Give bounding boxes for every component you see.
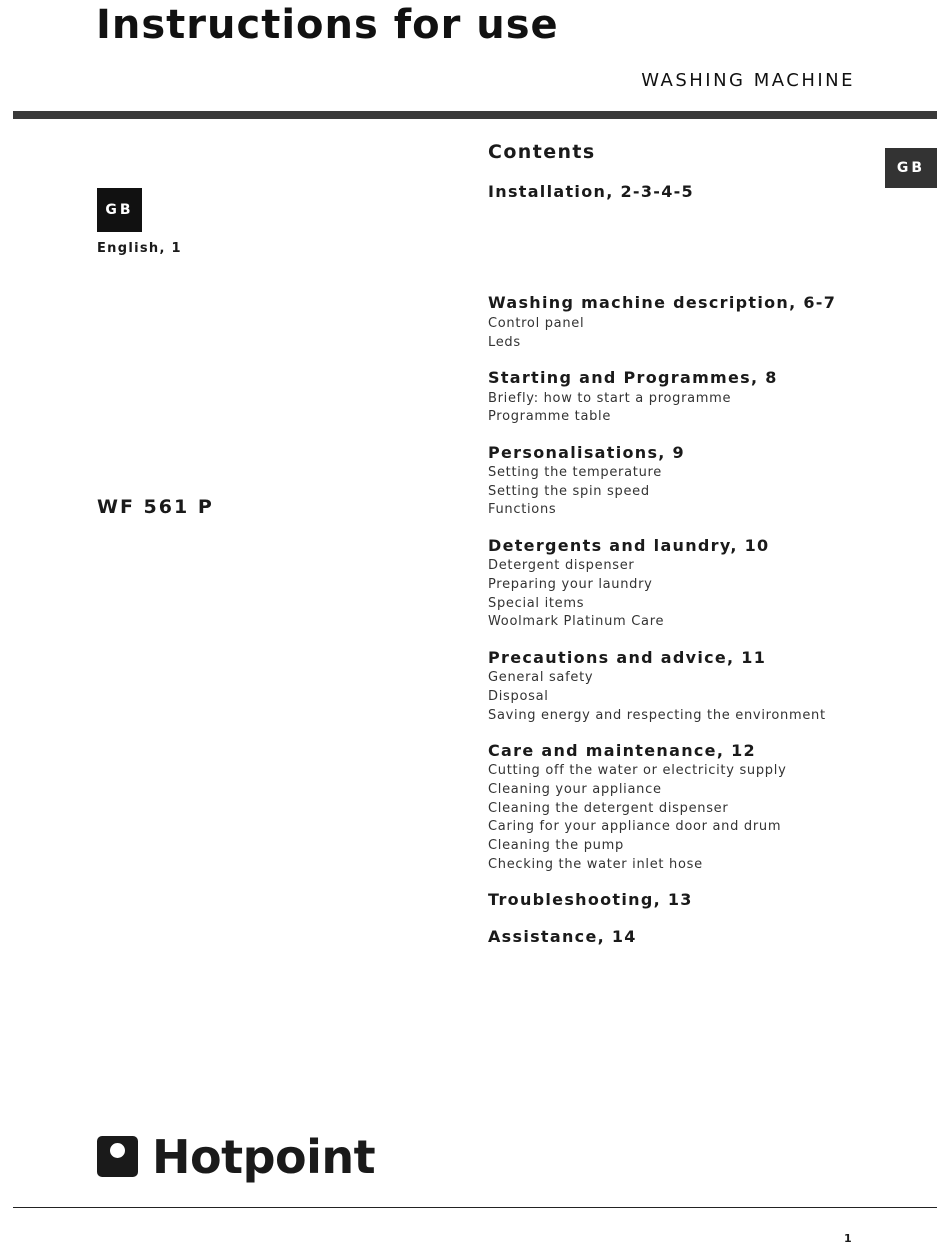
brand-logo bbox=[97, 1132, 375, 1188]
language-tab: GB bbox=[885, 148, 937, 188]
brand-name: Hotpoint bbox=[152, 1130, 376, 1184]
logo-mark-icon bbox=[97, 1136, 138, 1177]
section-care: Care and maintenance, 12 bbox=[488, 741, 756, 760]
list-item: Cutting off the water or electricity supply bbox=[488, 763, 787, 778]
section-troubleshooting: Troubleshooting, 13 bbox=[488, 890, 693, 909]
list-item: Woolmark Platinum Care bbox=[488, 614, 665, 629]
list-item: Cleaning your appliance bbox=[488, 782, 662, 797]
page-number: 1 bbox=[844, 1232, 852, 1245]
list-item: Programme table bbox=[488, 409, 612, 424]
section-assistance: Assistance, 14 bbox=[488, 927, 637, 946]
section-programmes: Starting and Programmes, 8 bbox=[488, 368, 778, 387]
section-precautions: Precautions and advice, 11 bbox=[488, 648, 767, 667]
list-item: Control panel bbox=[488, 316, 585, 331]
language-page-ref: English, 1 bbox=[97, 241, 182, 256]
list-item: Cleaning the detergent dispenser bbox=[488, 801, 729, 816]
list-item: Briefly: how to start a programme bbox=[488, 391, 732, 406]
model-number: WF 561 P bbox=[97, 496, 214, 518]
footer-rule bbox=[13, 1207, 937, 1208]
document-subtitle: WASHING MACHINE bbox=[641, 70, 855, 91]
page-title: Instructions for use bbox=[96, 2, 559, 48]
list-item: Functions bbox=[488, 502, 557, 517]
language-badge: GB bbox=[97, 188, 142, 232]
section-detergents: Detergents and laundry, 10 bbox=[488, 536, 770, 555]
list-item: Preparing your laundry bbox=[488, 577, 653, 592]
header-rule bbox=[13, 111, 937, 119]
contents-heading: Contents bbox=[488, 141, 596, 163]
list-item: Detergent dispenser bbox=[488, 558, 635, 573]
list-item: Checking the water inlet hose bbox=[488, 857, 703, 872]
list-item: Setting the spin speed bbox=[488, 484, 650, 499]
list-item: Saving energy and respecting the environment bbox=[488, 708, 826, 723]
list-item: Disposal bbox=[488, 689, 549, 704]
list-item: Cleaning the pump bbox=[488, 838, 624, 853]
section-personalisations: Personalisations, 9 bbox=[488, 443, 685, 462]
section-description: Washing machine description, 6-7 bbox=[488, 293, 837, 312]
list-item: Leds bbox=[488, 335, 521, 350]
list-item: Special items bbox=[488, 596, 585, 611]
section-installation: Installation, 2-3-4-5 bbox=[488, 182, 694, 201]
list-item: Setting the temperature bbox=[488, 465, 662, 480]
list-item: General safety bbox=[488, 670, 594, 685]
list-item: Caring for your appliance door and drum bbox=[488, 819, 782, 834]
